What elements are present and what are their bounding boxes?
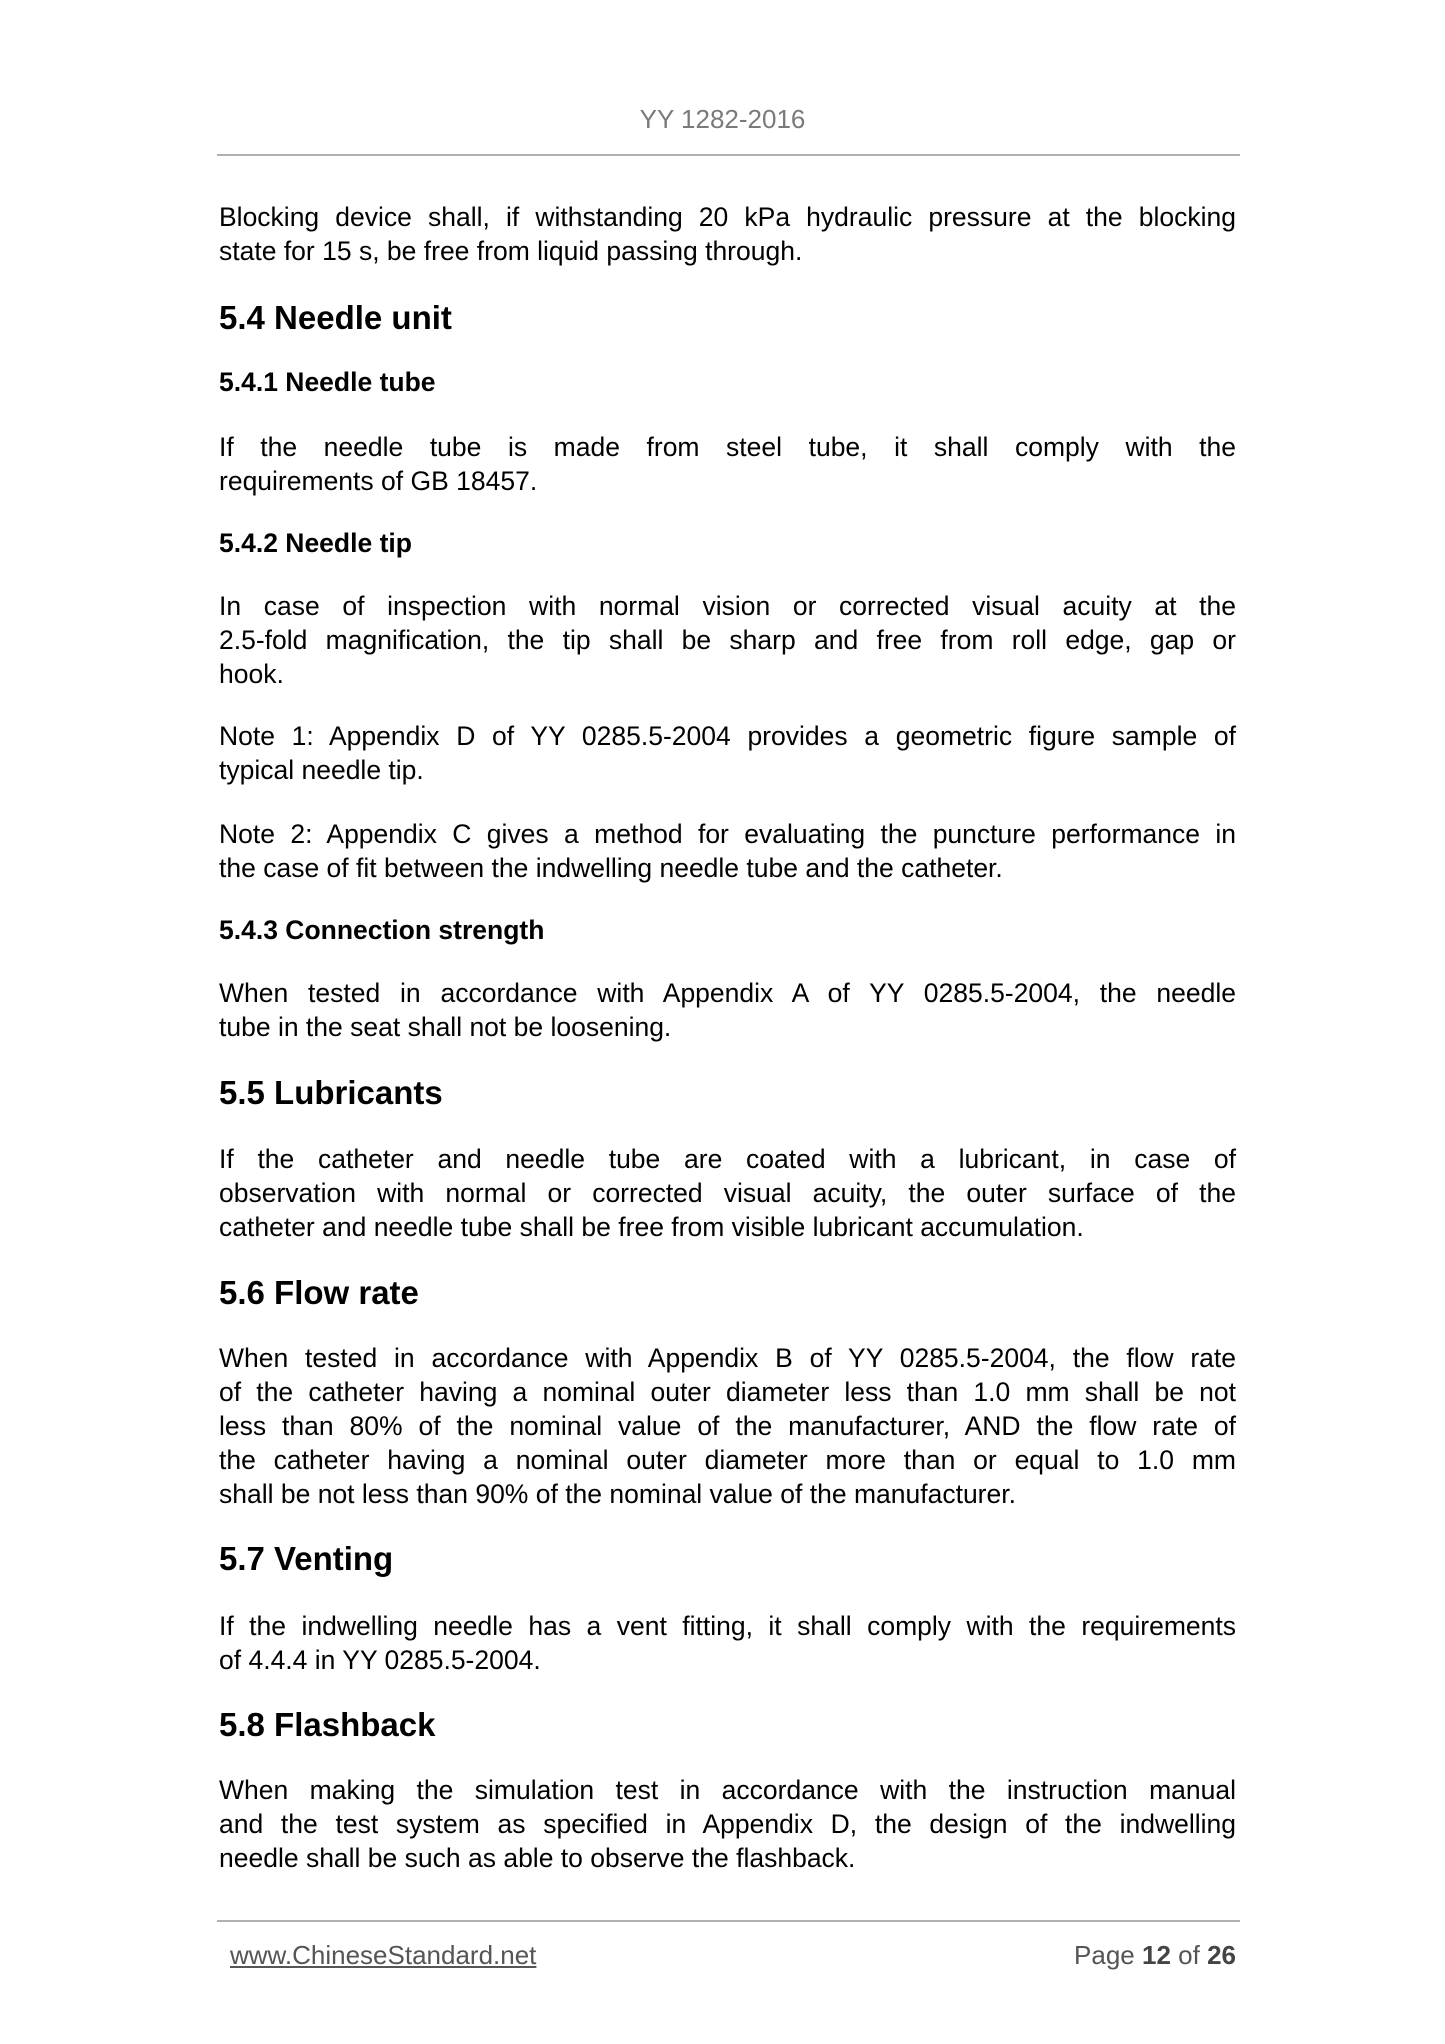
paragraph-5-7 [219, 1609, 1236, 1677]
text-line: If the indwelling needle has a vent fitting, it shall comply with the requirements [219, 1611, 1236, 1641]
heading-5-4-3: 5.4.3 Connection strength [219, 915, 545, 945]
site-link[interactable]: www.ChineseStandard.net [230, 1940, 537, 1970]
paragraph-5-4-2 [219, 589, 1236, 691]
text-line: catheter and needle tube shall be free from visible lubricant accumulation. [219, 1212, 1084, 1242]
text-line: When tested in accordance with Appendix A of YY 0285.5-2004, the needle [219, 978, 1236, 1008]
heading-5-4-2: 5.4.2 Needle tip [219, 528, 412, 558]
heading-5-6: 5.6 Flow rate [219, 1274, 419, 1311]
note-2 [219, 817, 1236, 885]
heading-5-4: 5.4 Needle unit [219, 299, 452, 336]
paragraph-5-4-3 [219, 976, 1236, 1044]
text-line: When tested in accordance with Appendix B of YY 0285.5-2004, the flow rate [219, 1343, 1236, 1373]
text-line: Note 1: Appendix D of YY 0285.5-2004 provides a geometric figure sample of [219, 721, 1236, 751]
text-line: the catheter having a nominal outer diameter more than or equal to 1.0 mm [219, 1445, 1236, 1475]
page-current: 12 [1142, 1940, 1171, 1970]
paragraph-5-6 [219, 1341, 1236, 1511]
header-divider [217, 154, 1240, 156]
of-word: of [1178, 1940, 1200, 1970]
paragraph-5-4-1 [219, 430, 1236, 498]
text-line: tube in the seat shall not be loosening. [219, 1012, 672, 1042]
text-line: If the catheter and needle tube are coated with a lubricant, in case of [219, 1144, 1236, 1174]
paragraph-5-5 [219, 1142, 1236, 1244]
text-line: observation with normal or corrected visual acuity, the outer surface of the [219, 1178, 1236, 1208]
page-word: Page [1074, 1940, 1135, 1970]
text-line: state for 15 s, be free from liquid passing through. [219, 236, 803, 266]
text-line: hook. [219, 659, 284, 689]
text-line: and the test system as specified in Appendix D, the design of the indwelling [219, 1809, 1236, 1839]
page-indicator [1074, 1940, 1236, 1971]
document-id-header: YY 1282-2016 [639, 104, 806, 134]
heading-5-8: 5.8 Flashback [219, 1706, 436, 1743]
text-line: When making the simulation test in accordance with the instruction manual [219, 1775, 1236, 1805]
text-line: Blocking device shall, if withstanding 20 kPa hydraulic pressure at the blocking [219, 202, 1236, 232]
text-line: of the catheter having a nominal outer diameter less than 1.0 mm shall be not [219, 1377, 1236, 1407]
text-line: Note 2: Appendix C gives a method for evaluating the puncture performance in [219, 819, 1236, 849]
text-line: typical needle tip. [219, 755, 424, 785]
heading-5-5: 5.5 Lubricants [219, 1074, 443, 1111]
text-line: 2.5-fold magnification, the tip shall be sharp and free from roll edge, gap or [219, 625, 1236, 655]
heading-5-4-1: 5.4.1 Needle tube [219, 367, 436, 397]
paragraph-5-8 [219, 1773, 1236, 1875]
text-line: of 4.4.4 in YY 0285.5-2004. [219, 1645, 541, 1675]
text-line: the case of fit between the indwelling needle tube and the catheter. [219, 853, 1003, 883]
text-line: shall be not less than 90% of the nominal value of the manufacturer. [219, 1479, 1016, 1509]
page-total: 26 [1207, 1940, 1236, 1970]
text-line: requirements of GB 18457. [219, 466, 538, 496]
heading-5-7: 5.7 Venting [219, 1540, 394, 1577]
text-line: If the needle tube is made from steel tube, it shall comply with the [219, 432, 1236, 462]
footer-divider [217, 1920, 1240, 1922]
text-line: less than 80% of the nominal value of the manufacturer, AND the flow rate of [219, 1411, 1236, 1441]
paragraph-intro [219, 200, 1236, 268]
text-line: needle shall be such as able to observe the flashback. [219, 1843, 856, 1873]
text-line: In case of inspection with normal vision or corrected visual acuity at the [219, 591, 1236, 621]
note-1 [219, 719, 1236, 787]
